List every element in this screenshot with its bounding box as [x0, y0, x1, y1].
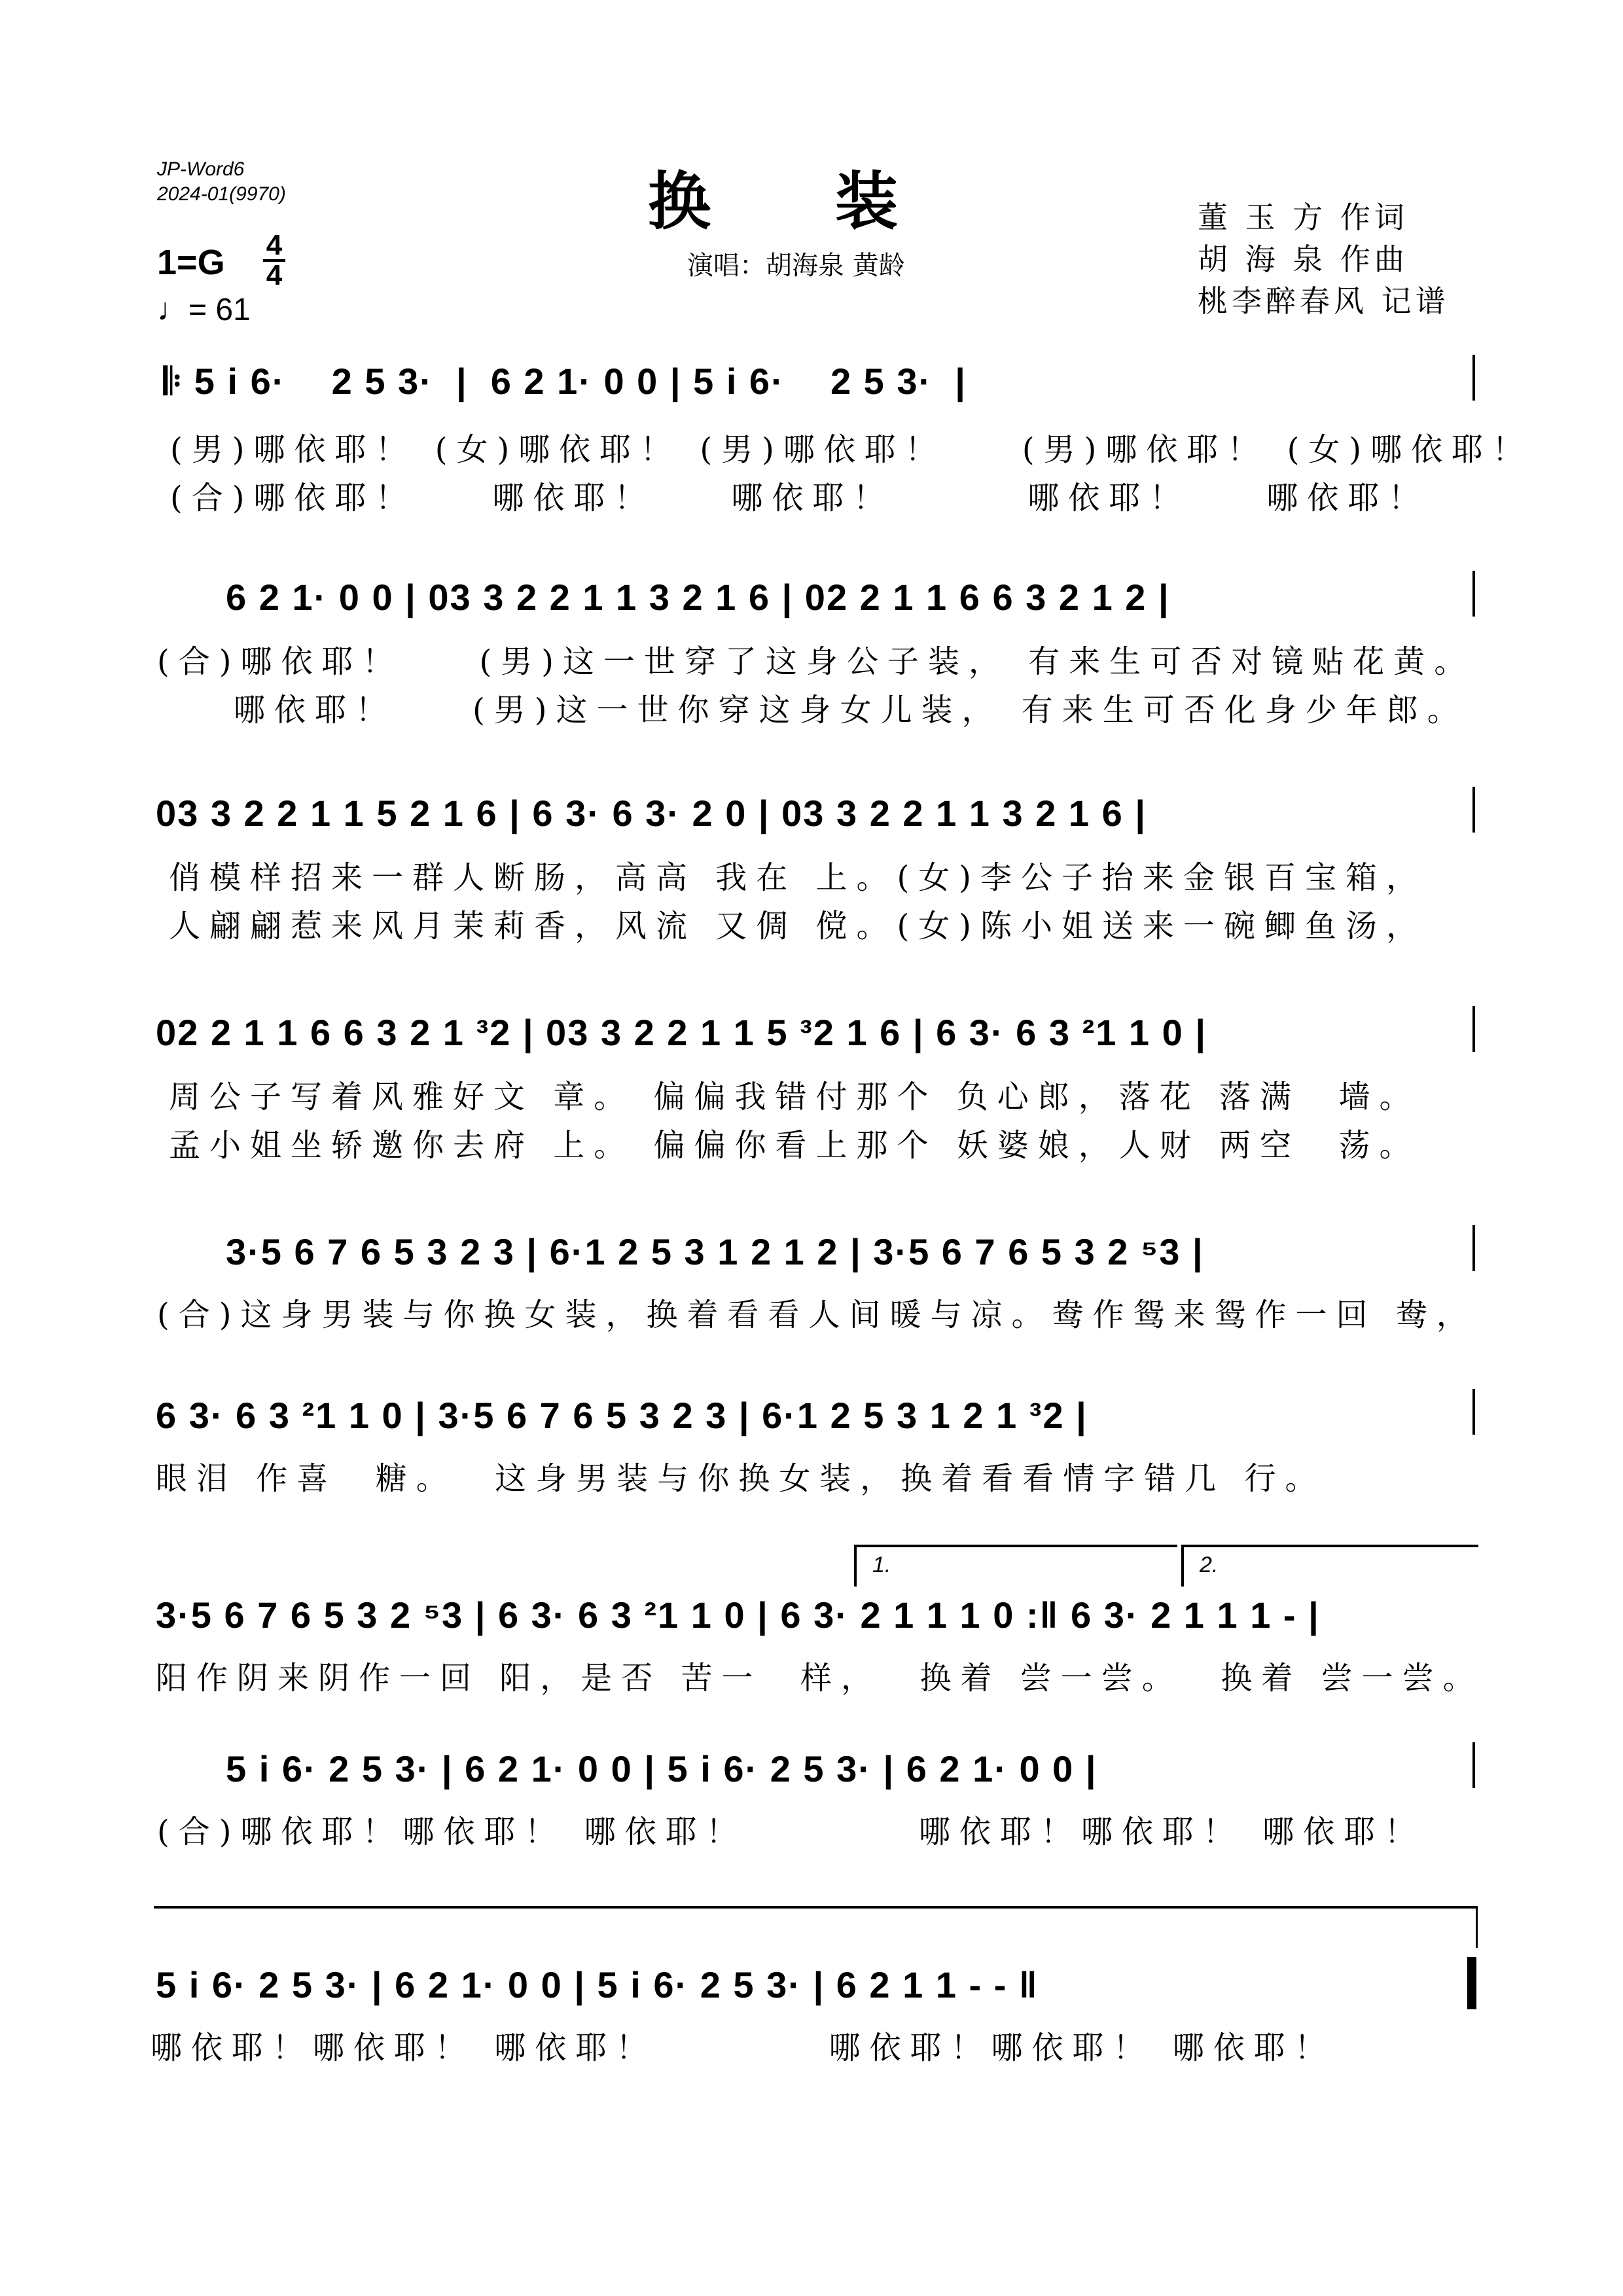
notes-line: 03 3 2 2 1 1 5 2 1 6 | 6 3· 6 3· 2 0 | 03 3 2 2 1 1 3 2 1 6 | — [156, 793, 1147, 834]
final-barline — [1467, 1957, 1476, 2009]
notes-line: 5 i 6· 2 5 3· | 6 2 1· 0 0 | 5 i 6· 2 5 3· | 6 2 1 1 - - ‖ — [156, 1964, 1039, 2005]
notes-line: 02 2 1 1 6 6 3 2 1 ³2 | 03 3 2 2 1 1 5 ³2 1 6 | 6 3· 6 3 ²1 1 0 | — [156, 1012, 1207, 1053]
transcriber-credit: 桃李醉春风 记谱 — [1198, 283, 1450, 319]
volta-2-bracket — [1181, 1545, 1478, 1587]
notes-line: 3·5 6 7 6 5 3 2 3 | 6·1 2 5 3 1 2 1 2 | 3·5 6 7 6 5 3 2 ⁵3 | — [226, 1231, 1204, 1272]
lyric-verse-1: 哪依耶！哪依耶！ 哪依耶！ 哪依耶！哪依耶！ 哪依耶！ — [151, 2030, 1335, 2066]
barline — [1472, 1389, 1475, 1435]
notes-line: 𝄆 5 i 6· 2 5 3· | 6 2 1· 0 0 | 5 i 6· 2 5 3· | — [164, 361, 967, 402]
ending-bracket — [154, 1906, 1478, 1948]
lyric-verse-2: (合)哪依耶！ 哪依耶！ 哪依耶！ 哪依耶！ 哪依耶！ — [170, 480, 1429, 516]
barline — [1472, 571, 1475, 617]
notes-line: 6 2 1· 0 0 | 03 3 2 2 1 1 3 2 1 6 | 02 2 1 1 6 6 3 2 1 2 | — [226, 577, 1170, 618]
version-code: 2024-01(9970) — [157, 183, 286, 205]
software-label: JP-Word6 — [157, 158, 245, 180]
barline — [1472, 1225, 1475, 1271]
volta-1-bracket — [854, 1545, 1177, 1587]
lyric-verse-1: 俏模样招来一群人断肠，高高 我在 上。(女)李公子抬来金银百宝箱， — [169, 859, 1427, 896]
lyric-verse-1: (合)哪依耶！哪依耶！ 哪依耶！ 哪依耶！哪依耶！ 哪依耶！ — [157, 1814, 1425, 1850]
lyricist-credit: 董 玉 方 作词 — [1198, 200, 1408, 235]
time-signature-numerator: 4 — [266, 229, 283, 261]
lyric-verse-2: 哪依耶！ (男)这一世你穿这身女儿装， 有来生可否化身少年郎。 — [157, 692, 1468, 728]
lyric-verse-1: (合)这身男装与你换女装，换着看看人间暖与凉。鸯作鸳来鸳作一回 鸯， — [157, 1297, 1477, 1333]
key-signature: 1=G — [157, 243, 225, 282]
credits — [1198, 196, 1450, 322]
notes-line: 5 i 6· 2 5 3· | 6 2 1· 0 0 | 5 i 6· 2 5 3· | 6 2 1· 0 0 | — [226, 1748, 1097, 1789]
barline — [1472, 355, 1475, 401]
time-signature-denominator: 4 — [266, 259, 283, 291]
time-signature — [263, 229, 285, 291]
singers-label: 演唱：胡海泉 黄龄 — [687, 251, 905, 281]
lyric-verse-1: (合)哪依耶！ (男)这一世穿了这身公子装， 有来生可否对镜贴花黄。 — [157, 643, 1475, 680]
quarter-note-icon: ♩ — [157, 293, 188, 327]
tempo-marking — [157, 292, 251, 328]
lyric-verse-1: 眼泪 作喜 糖。 这身男装与你换女装，换着看看情字错几 行。 — [156, 1460, 1326, 1497]
lyric-verse-1: 周公子写着风雅好文 章。 偏偏我错付那个 负心郎，落花 落满 墙。 — [169, 1079, 1420, 1115]
page-title: 换装 — [648, 164, 1022, 238]
volta-1-label: 1. — [872, 1552, 891, 1577]
tempo-value: = 61 — [188, 293, 251, 327]
barline — [1472, 787, 1475, 833]
notes-line: 6 3· 6 3 ²1 1 0 | 3·5 6 7 6 5 3 2 3 | 6·1 2 5 3 1 2 1 ³2 | — [156, 1395, 1088, 1436]
notes-line: 3·5 6 7 6 5 3 2 ⁵3 | 6 3· 6 3 ²1 1 0 | 6 3· 2 1 1 1 0 :‖ 6 3· 2 1 1 1 - | — [156, 1594, 1320, 1636]
barline — [1472, 1742, 1475, 1788]
lyric-verse-1: 阳作阴来阴作一回 阳，是否 苦一 样， 换着 尝一尝。 换着 尝一尝。 — [156, 1660, 1484, 1696]
lyric-verse-2: 人翩翩惹来风月茉莉香，风流 又倜 傥。(女)陈小姐送来一碗鲫鱼汤， — [169, 908, 1427, 944]
lyric-verse-1: (男)哪依耶！ (女)哪依耶！ (男)哪依耶！ (男)哪依耶！ (女)哪依耶！ — [170, 431, 1533, 468]
barline — [1472, 1006, 1475, 1052]
volta-2-label: 2. — [1200, 1552, 1219, 1577]
lyric-verse-2: 孟小姐坐轿邀你去府 上。 偏偏你看上那个 妖婆娘，人财 两空 荡。 — [169, 1127, 1420, 1164]
composer-credit: 胡 海 泉 作曲 — [1198, 242, 1408, 277]
